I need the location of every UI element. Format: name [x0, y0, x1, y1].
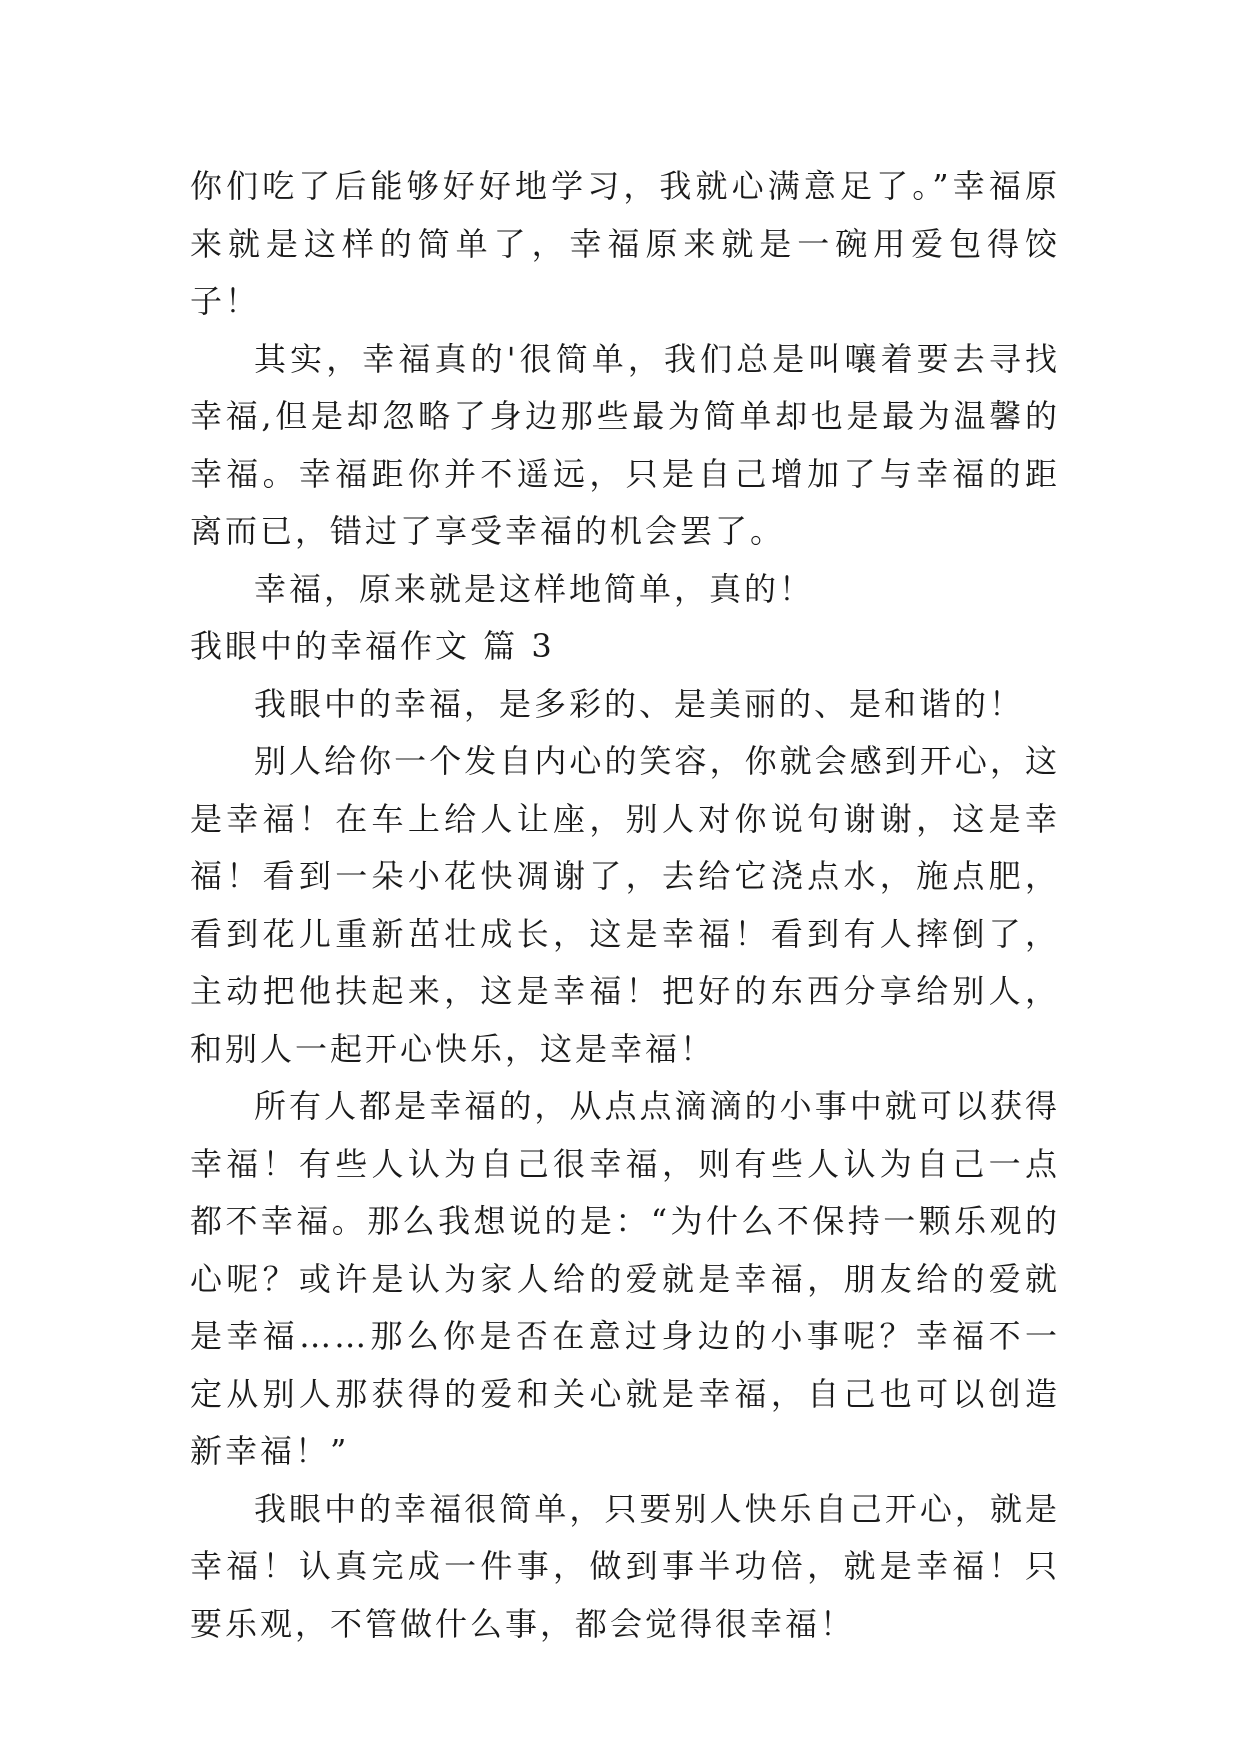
paragraph-examples: 别人给你一个发自内心的笑容，你就会感到开心，这是幸福！在车上给人让座，别人对你说句谢谢，这是幸福！看到一朵小花快凋谢了，去给它浇点水，施点肥，看到花儿重新茁壮成长，这是幸福！看到有人摔倒了，主动把他扶起来，这是幸福！把好的东西分享给别人，和别人一起开心快乐，这是幸福！ — [190, 742, 1060, 1068]
paragraph-simple-happiness: 其实，幸福真的'很简单，我们总是叫嚷着要去寻找幸福,但是却忽略了身边那些最为简单却也是最为温馨的幸福。幸福距你并不遥远，只是自己增加了与幸福的距离而已，错过了享受幸福的机会罢了。 — [190, 339, 1060, 550]
section-heading: 我眼中的幸福作文 篇 3 — [190, 627, 555, 665]
paragraph-reflection: 所有人都是幸福的，从点点滴滴的小事中就可以获得幸福！有些人认为自己很幸福，则有些人认为自己一点都不幸福。那么我想说的是：“为什么不保持一颗乐观的心呢？或许是认为家人给的爱就是幸福，朋友给的爱就是幸福……那么你是否在意过身边的小事呢？幸福不一定从别人那获得的爱和关心就是幸福，自己也可以创造新幸福！” — [190, 1087, 1060, 1470]
paragraph-conclusion: 幸福，原来就是这样地简单，真的！ — [254, 569, 815, 608]
paragraph-intro: 我眼中的幸福，是多彩的、是美丽的、是和谐的！ — [254, 684, 1025, 723]
document-body — [190, 158, 1060, 1653]
paragraph-continuation: 你们吃了后能够好好地学习，我就心满意足了。”幸福原来就是这样的简单了，幸福原来就是一碗用爱包得饺子！ — [190, 167, 1060, 320]
paragraph-ending: 我眼中的幸福很简单，只要别人快乐自己开心，就是幸福！认真完成一件事，做到事半功倍，就是幸福！只要乐观，不管做什么事，都会觉得很幸福！ — [190, 1489, 1060, 1643]
